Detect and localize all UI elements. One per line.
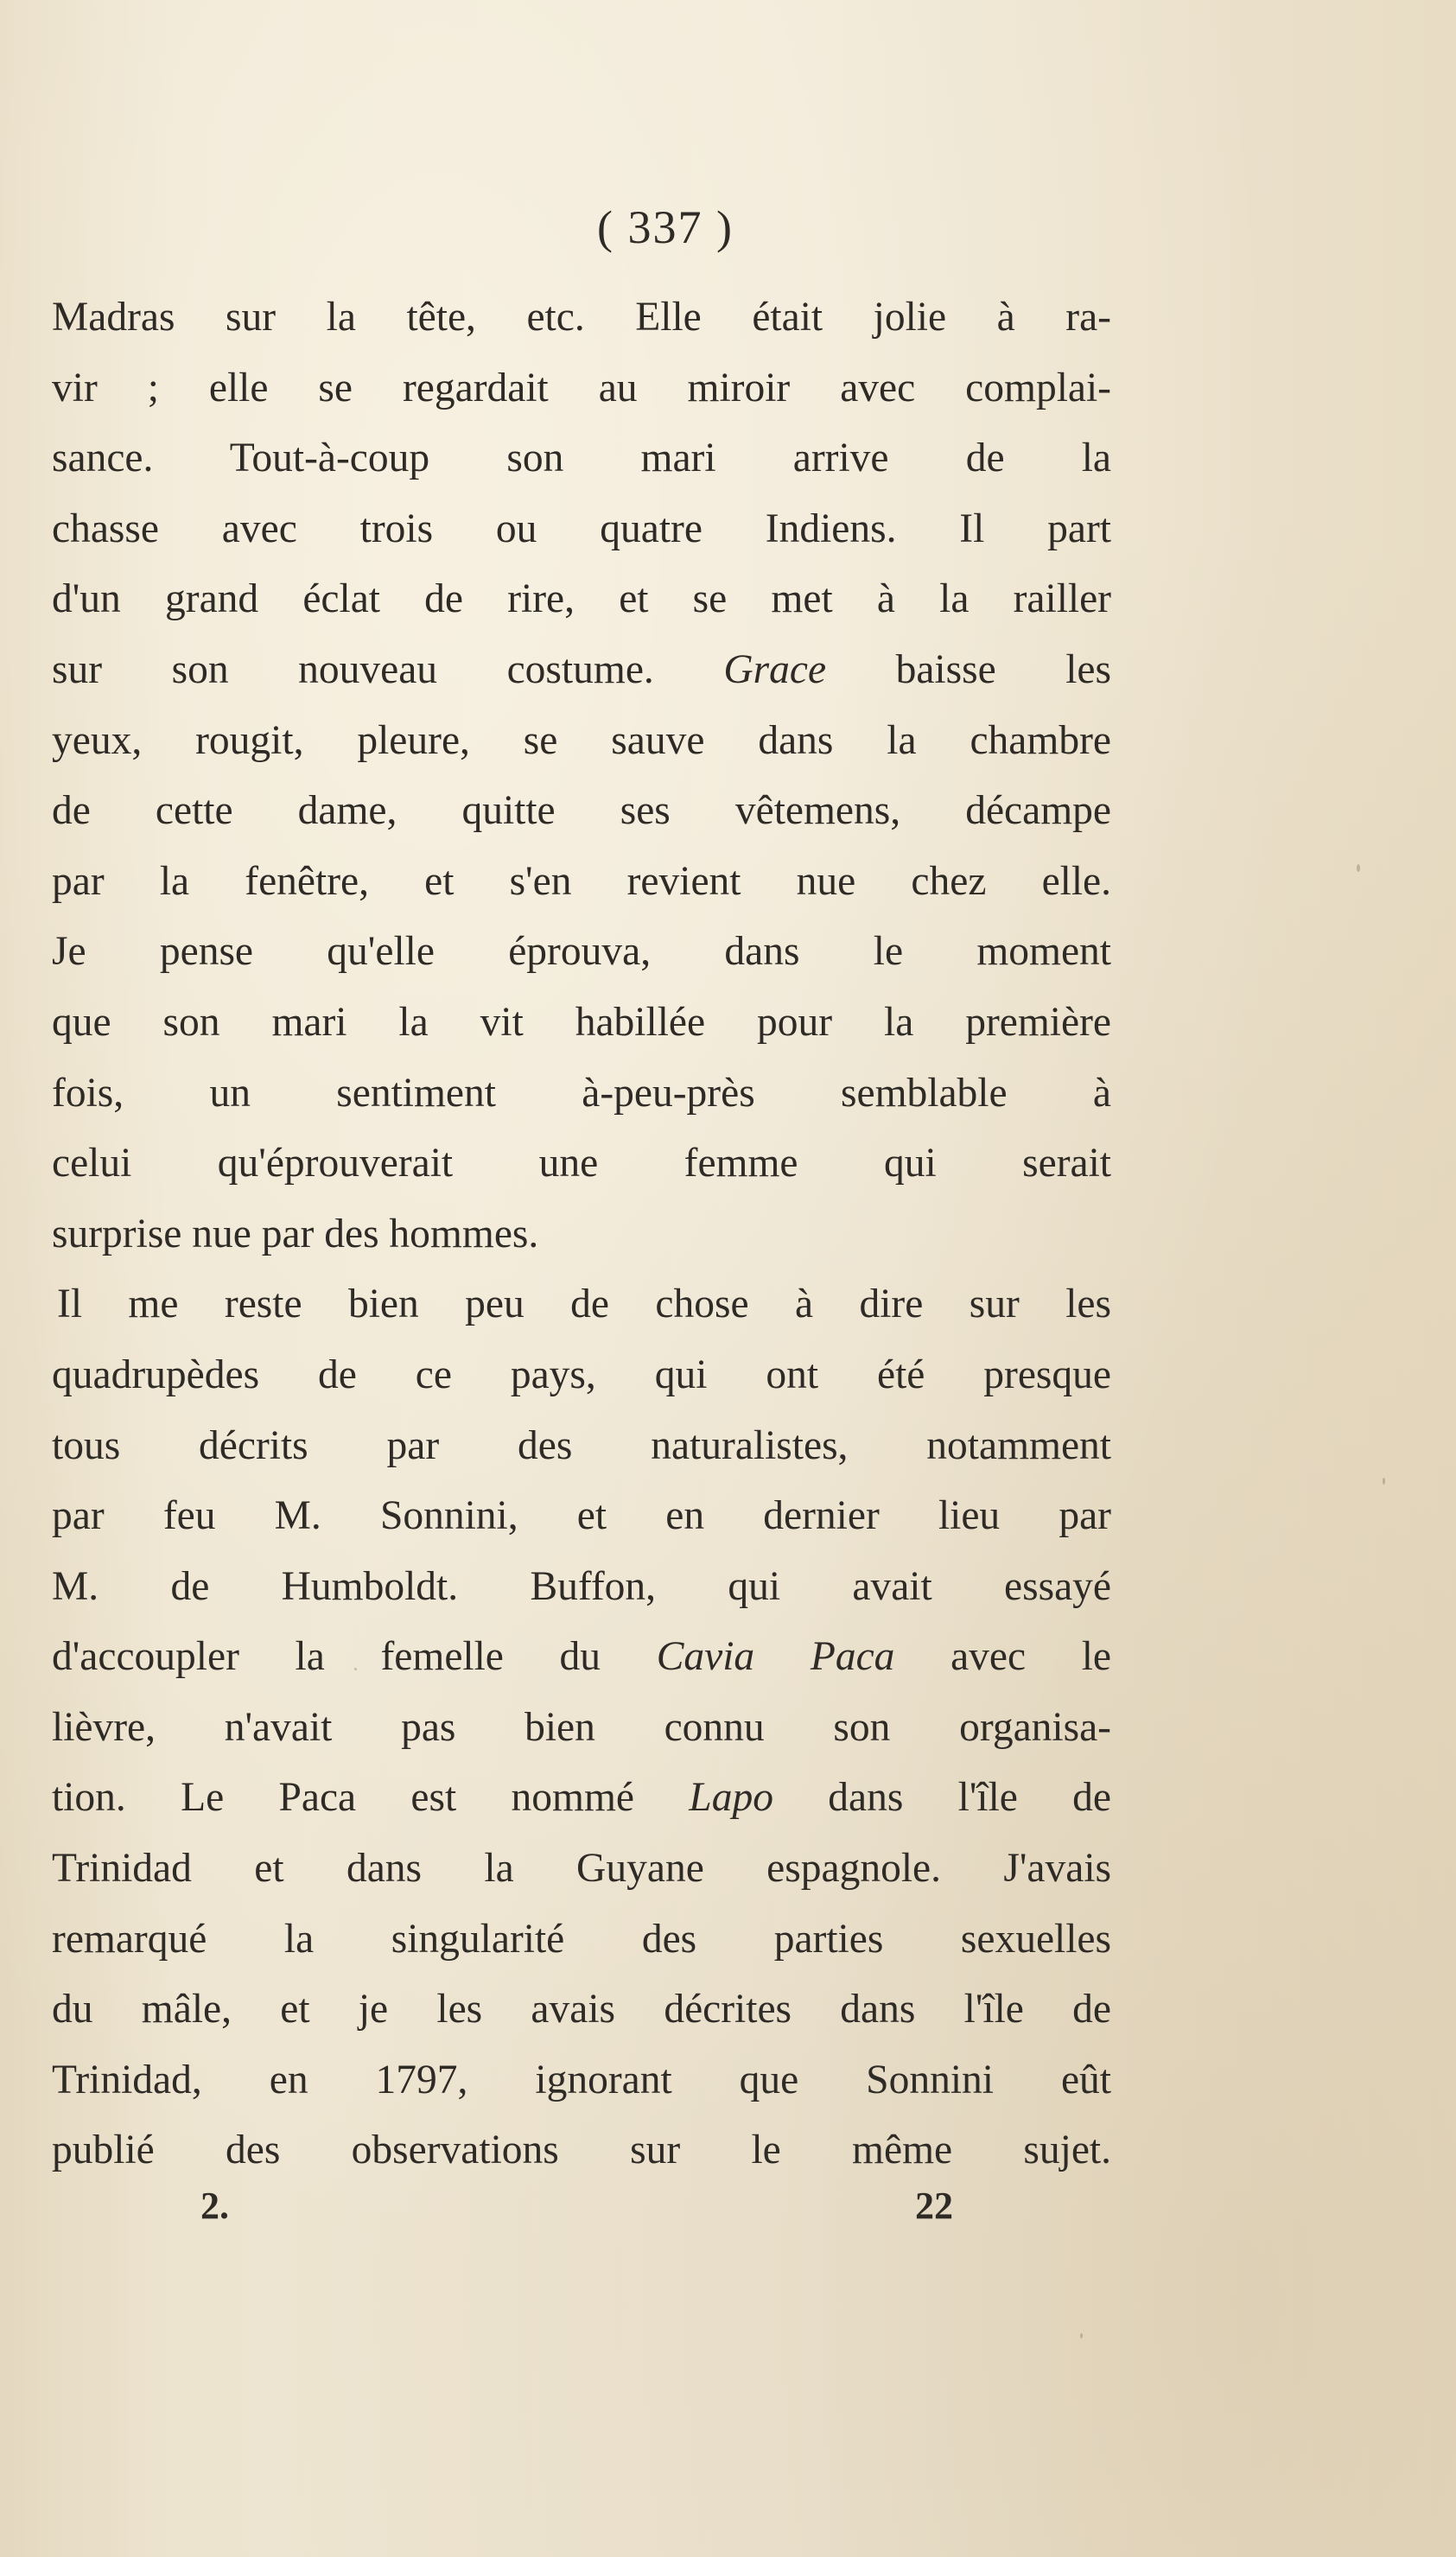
text-line [52, 776, 1111, 847]
text-line [52, 635, 1111, 706]
signature-mark: 2. [200, 2185, 229, 2227]
text-line [52, 1340, 1111, 1411]
text-line [52, 1905, 1111, 1975]
text-line [52, 2115, 1111, 2186]
italic-term: Lapo [689, 1775, 773, 1821]
text-line-run: vir ; elle se regardait au miroir avec complai- [52, 365, 1111, 410]
page-number-header [0, 200, 1456, 254]
text-line-run: Trinidad et dans la Guyane espagnole. J'avais [52, 1846, 1111, 1892]
text-line-run: surprise nue par des hommes. [52, 1211, 539, 1256]
text-line-run: Je pense qu'elle éprouva, dans le moment [52, 929, 1111, 975]
text-line [52, 1693, 1111, 1764]
text-line-run: avec le [894, 1634, 1111, 1680]
text-line [52, 847, 1111, 918]
text-line [52, 1269, 1111, 1340]
paper-speck [1080, 2333, 1083, 2338]
text-line [52, 1622, 1111, 1693]
text-line-run: quadrupèdes de ce pays, qui ont été presque [52, 1352, 1111, 1397]
text-line [52, 1763, 1111, 1834]
text-line [52, 1411, 1111, 1482]
italic-term: Grace [723, 646, 827, 692]
text-line [52, 494, 1111, 565]
text-line [52, 423, 1111, 494]
text-line [52, 353, 1111, 424]
text-line-run: sance. Tout-à-coup son mari arrive de la [52, 436, 1111, 481]
text-line [52, 1481, 1111, 1552]
text-line-run: d'accoupler la femelle du [52, 1634, 657, 1680]
text-line-run: Madras sur la tête, etc. Elle était jolie à ra- [52, 295, 1111, 340]
text-line-run: du mâle, et je les avais décrites dans l'île de [52, 1987, 1111, 2032]
text-line-run: baisse les [826, 646, 1111, 692]
text-line-run: chasse avec trois ou quatre Indiens. Il part [52, 506, 1111, 551]
page-number: ( 337 ) [597, 201, 734, 253]
text-line-run: d'un grand éclat de rire, et se met à la railler [52, 576, 1111, 622]
text-line [52, 2045, 1111, 2116]
text-line-run: Il me reste bien peu de chose à dire sur les [57, 1282, 1111, 1327]
text-line [52, 1552, 1111, 1623]
text-line-run: sur son nouveau costume. [52, 646, 724, 692]
text-line-run: M. de Humboldt. Buffon, qui avait essayé [52, 1563, 1111, 1609]
text-line [52, 1199, 1111, 1270]
text-line [52, 1059, 1111, 1129]
text-line [52, 917, 1111, 988]
text-line-run: publié des observations sur le même sujet. [52, 2128, 1111, 2173]
text-line-run: lièvre, n'avait pas bien connu son organisa- [52, 1704, 1111, 1750]
gathering-number: 22 [915, 2185, 953, 2227]
italic-term: Cavia Paca [656, 1634, 895, 1680]
text-line [52, 1129, 1111, 1199]
paper-speck [354, 1668, 357, 1670]
text-line-run: dans l'île de [773, 1775, 1111, 1821]
text-line [52, 706, 1111, 777]
text-line-run: fois, un sentiment à-peu-près semblable à [52, 1070, 1111, 1116]
text-line-run: tous décrits par des naturalistes, notamment [52, 1422, 1111, 1468]
text-line [52, 1975, 1111, 2045]
text-line-run: par la fenêtre, et s'en revient nue chez elle. [52, 858, 1111, 904]
text-line-run: que son mari la vit habillée pour la première [52, 999, 1111, 1045]
paper-speck [1357, 864, 1360, 872]
text-line-run: remarqué la singularité des parties sexuelles [52, 1916, 1111, 1962]
text-line-run: yeux, rougit, pleure, se sauve dans la chambre [52, 717, 1111, 763]
text-line-run: Trinidad, en 1797, ignorant que Sonnini eût [52, 2057, 1111, 2102]
body-text [52, 283, 1111, 2186]
text-line [52, 564, 1111, 635]
text-line [52, 1834, 1111, 1905]
text-line [52, 283, 1111, 353]
text-line-run: de cette dame, quitte ses vêtemens, décampe [52, 788, 1111, 834]
text-line-run: tion. Le Paca est nommé [52, 1775, 690, 1821]
page-footer [0, 2184, 1456, 2236]
paper-speck [1383, 1478, 1385, 1485]
text-line-run: par feu M. Sonnini, et en dernier lieu par [52, 1493, 1111, 1539]
text-line [52, 988, 1111, 1059]
text-line-run: celui qu'éprouverait une femme qui serait [52, 1141, 1111, 1186]
